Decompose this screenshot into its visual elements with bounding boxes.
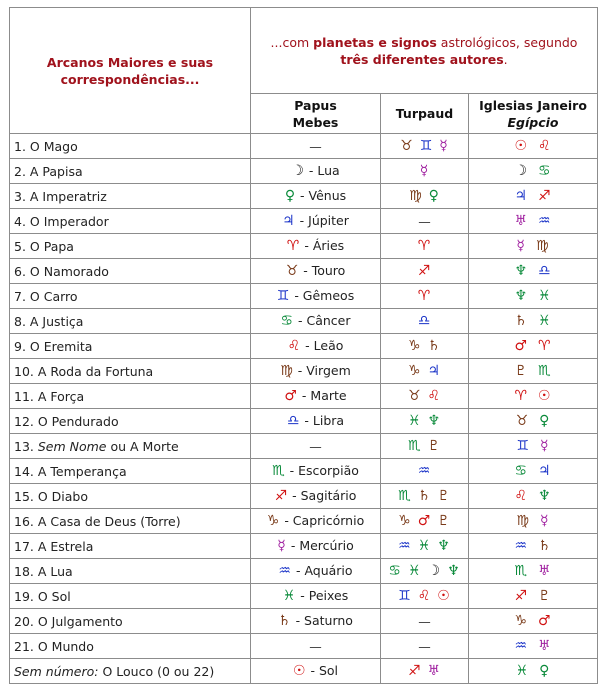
turpaud-cell: [381, 359, 469, 384]
left-title-line2: correspondências...: [60, 71, 200, 87]
astro-symbol-icon: ♌: [538, 138, 552, 154]
table-row: [10, 559, 598, 584]
arcano-name: 18. A Lua: [14, 563, 73, 579]
astro-symbol-icon: ♊: [276, 288, 291, 304]
table-row: [10, 434, 598, 459]
astro-symbol-icon: ♄: [427, 338, 442, 354]
arcano-cell: [10, 159, 251, 184]
astro-symbol-icon: ♇: [514, 363, 528, 379]
arcano-tail: ou A Morte: [106, 438, 179, 454]
arcano-cell: [10, 284, 251, 309]
papus-text: - Virgem: [293, 363, 351, 378]
turpaud-cell: [381, 534, 469, 559]
arcano-name: 9. O Eremita: [14, 338, 93, 354]
astro-symbol-icon: ♆: [447, 563, 461, 579]
astro-symbol-icon: ♎: [286, 413, 301, 429]
right-title-bold1: planetas e signos: [313, 34, 437, 50]
astro-symbol-icon: ♏: [538, 363, 552, 379]
arcano-cell: [10, 484, 251, 509]
arcano-italic: Sem Nome: [37, 438, 107, 454]
table-row: [10, 359, 598, 384]
turpaud-cell: [381, 234, 469, 259]
astro-symbol-icon: ♋: [538, 163, 552, 179]
astro-symbol-icon: ♒: [538, 213, 552, 229]
astro-symbol-icon: ♍: [409, 188, 423, 204]
arcano-cell: [10, 359, 251, 384]
arcano-cell: [10, 184, 251, 209]
papus-cell: [251, 659, 381, 684]
iglesias-cell: [469, 409, 598, 434]
papus-text: - Mercúrio: [286, 538, 354, 553]
papus-cell: [251, 334, 381, 359]
arcano-cell: [10, 234, 251, 259]
turpaud-cell: [381, 434, 469, 459]
astro-symbol-icon: ♅: [427, 663, 442, 679]
arcano-name: 10. A Roda da Fortuna: [14, 363, 154, 379]
astro-symbol-icon: ♌: [427, 388, 442, 404]
arcano-name: 7. O Carro: [14, 288, 78, 304]
iglesias-cell: [469, 359, 598, 384]
table-title-right: [251, 8, 598, 94]
iglesias-cell: [469, 634, 598, 659]
astro-symbol-icon: ♃: [538, 463, 552, 479]
astro-symbol-icon: ♏: [407, 438, 422, 454]
arcano-name: 16. A Casa de Deus (Torre): [14, 513, 181, 529]
column-header-turpaud: Turpaud: [381, 94, 469, 134]
astro-symbol-icon: ☿: [539, 438, 550, 454]
left-title-line1: Arcanos Maiores e suas: [46, 54, 214, 70]
astro-symbol-icon: ♎: [417, 313, 432, 329]
astro-symbol-icon: ♀: [539, 413, 551, 429]
papus-text: - Áries: [300, 238, 345, 253]
astro-symbol-icon: ♋: [280, 313, 295, 329]
papus-text: - Vênus: [296, 188, 347, 203]
astro-symbol-icon: ♍: [536, 238, 550, 254]
arcano-name: 4. O Imperador: [14, 213, 109, 229]
turpaud-cell: [381, 134, 469, 159]
papus-cell: [251, 284, 381, 309]
arcano-cell: [10, 334, 251, 359]
table-row: [10, 134, 598, 159]
arcano-name: 2. A Papisa: [14, 163, 83, 179]
astro-symbol-icon: ♃: [427, 363, 442, 379]
arcano-cell: [10, 434, 251, 459]
turpaud-cell: [381, 609, 469, 634]
iglesias-cell: [469, 184, 598, 209]
empty-dash: —: [418, 613, 431, 629]
papus-text: - Lua: [304, 163, 340, 178]
papus-text: —: [309, 638, 322, 654]
arcano-name: 3. A Imperatriz: [14, 188, 107, 204]
table-row: [10, 284, 598, 309]
right-title-mid: astrológicos, segundo: [436, 34, 578, 50]
papus-text: - Leão: [301, 338, 344, 353]
papus-text: —: [309, 138, 322, 154]
astro-symbol-icon: ♒: [278, 563, 292, 579]
astro-symbol-icon: ♃: [514, 188, 528, 204]
arcano-name: 12. O Pendurado: [14, 413, 119, 429]
astro-symbol-icon: ♀: [428, 188, 440, 204]
papus-cell: [251, 134, 381, 159]
astro-symbol-icon: ♆: [514, 263, 528, 279]
astro-symbol-icon: ♄: [278, 613, 292, 629]
astro-symbol-icon: ♄: [514, 313, 528, 329]
astro-symbol-icon: ♄: [538, 538, 552, 554]
astro-symbol-icon: ♓: [515, 663, 530, 679]
astro-symbol-icon: ♇: [437, 488, 451, 504]
papus-text: - Aquário: [291, 563, 353, 578]
turpaud-cell: [381, 509, 469, 534]
table-row: [10, 484, 598, 509]
astro-symbol-icon: ♓: [282, 588, 297, 604]
astro-symbol-icon: ♄: [417, 488, 432, 504]
arcano-cell: [10, 384, 251, 409]
astro-symbol-icon: ♓: [538, 288, 552, 304]
astro-symbol-icon: ♉: [515, 413, 530, 429]
astro-symbol-icon: ♅: [538, 638, 552, 654]
turpaud-cell: [381, 209, 469, 234]
astro-symbol-icon: ♒: [417, 463, 432, 479]
iglesias-line1: Iglesias Janeiro: [479, 97, 587, 113]
papus-cell: [251, 184, 381, 209]
turpaud-cell: [381, 309, 469, 334]
astro-symbol-icon: ♅: [538, 563, 552, 579]
papus-text: - Câncer: [294, 313, 351, 328]
turpaud-cell: [381, 384, 469, 409]
astro-symbol-icon: ♊: [398, 588, 412, 604]
astro-symbol-icon: ♅: [514, 213, 528, 229]
astro-symbol-icon: ♑: [407, 338, 422, 354]
iglesias-cell: [469, 484, 598, 509]
papus-text: - Saturno: [291, 613, 353, 628]
turpaud-cell: [381, 259, 469, 284]
papus-text: - Libra: [300, 413, 345, 428]
papus-text: - Touro: [299, 263, 346, 278]
table-row: [10, 184, 598, 209]
arcano-cell: [10, 409, 251, 434]
table-row: [10, 634, 598, 659]
astro-symbol-icon: ♊: [516, 438, 530, 454]
iglesias-cell: [469, 134, 598, 159]
table-row: [10, 159, 598, 184]
arcano-cell: [10, 309, 251, 334]
turpaud-cell: [381, 284, 469, 309]
papus-text: —: [309, 438, 322, 454]
papus-cell: [251, 559, 381, 584]
iglesias-line2: Egípcio: [507, 114, 559, 130]
astro-symbol-icon: ☿: [516, 238, 527, 254]
papus-cell: [251, 434, 381, 459]
turpaud-cell: [381, 659, 469, 684]
astro-symbol-icon: ♀: [284, 188, 297, 204]
iglesias-cell: [469, 259, 598, 284]
astro-symbol-icon: ♂: [514, 338, 528, 354]
papus-text: - Capricórnio: [280, 513, 365, 528]
arcano-cell: [10, 509, 251, 534]
column-header-iglesias: [469, 94, 598, 134]
astro-symbol-icon: ♂: [538, 613, 552, 629]
arcano-name: 14. A Temperança: [14, 463, 127, 479]
arcano-cell: [10, 584, 251, 609]
arcano-cell: [10, 459, 251, 484]
astro-symbol-icon: ♇: [538, 588, 552, 604]
astro-symbol-icon: ♍: [280, 363, 294, 379]
astro-symbol-icon: ♆: [538, 488, 552, 504]
turpaud-cell: [381, 184, 469, 209]
astro-symbol-icon: ☉: [292, 663, 307, 679]
table-row: [10, 209, 598, 234]
iglesias-cell: [469, 659, 598, 684]
papus-line1: Papus: [294, 97, 337, 113]
astro-symbol-icon: ♃: [282, 213, 296, 229]
arcano-cell: [10, 659, 251, 684]
astro-symbol-icon: ♒: [398, 538, 412, 554]
iglesias-cell: [469, 609, 598, 634]
papus-text: - Gêmeos: [290, 288, 355, 303]
astro-symbol-icon: ♍: [516, 513, 530, 529]
arcano-name: 5. O Papa: [14, 238, 74, 254]
table-row: [10, 234, 598, 259]
arcano-name: 19. O Sol: [14, 588, 71, 604]
papus-cell: [251, 534, 381, 559]
astro-symbol-icon: ♑: [407, 363, 422, 379]
astro-symbol-icon: ♉: [285, 263, 300, 279]
papus-text: - Sagitário: [288, 488, 357, 503]
astro-symbol-icon: ♐: [538, 188, 552, 204]
table-row: [10, 609, 598, 634]
astro-symbol-icon: ♉: [407, 388, 422, 404]
arcano-cell: [10, 134, 251, 159]
astro-symbol-icon: ♂: [284, 388, 298, 404]
astro-symbol-icon: ♆: [514, 288, 528, 304]
iglesias-cell: [469, 459, 598, 484]
table-row: [10, 584, 598, 609]
astro-symbol-icon: ♋: [514, 463, 528, 479]
astro-symbol-icon: ☿: [539, 513, 550, 529]
correspondence-table-wrapper: [9, 7, 598, 684]
arcano-name: 11. A Força: [14, 388, 85, 404]
astro-symbol-icon: ♊: [419, 138, 434, 154]
astro-symbol-icon: ☉: [538, 388, 552, 404]
table-row: [10, 259, 598, 284]
turpaud-cell: [381, 584, 469, 609]
arcano-name: 17. A Estrela: [14, 538, 94, 554]
papus-cell: [251, 359, 381, 384]
papus-text: - Marte: [297, 388, 347, 403]
arcano-cell: [10, 209, 251, 234]
astro-symbol-icon: ☽: [427, 563, 442, 579]
arcano-italic: Sem número:: [14, 663, 99, 679]
right-title-suffix: .: [503, 51, 508, 67]
table-row: [10, 334, 598, 359]
astro-symbol-icon: ♈: [417, 238, 432, 254]
iglesias-cell: [469, 509, 598, 534]
astro-symbol-icon: ♓: [538, 313, 552, 329]
astro-symbol-icon: ♈: [514, 388, 528, 404]
astro-symbol-icon: ♐: [274, 488, 289, 504]
arcano-name: 6. O Namorado: [14, 263, 109, 279]
astro-symbol-icon: ♑: [266, 513, 281, 529]
papus-cell: [251, 459, 381, 484]
papus-cell: [251, 609, 381, 634]
astro-symbol-icon: ♓: [407, 413, 422, 429]
iglesias-cell: [469, 209, 598, 234]
iglesias-cell: [469, 309, 598, 334]
astro-symbol-icon: ♓: [417, 538, 432, 554]
table-row: [10, 534, 598, 559]
arcano-name: 20. O Julgamento: [14, 613, 123, 629]
papus-text: - Júpiter: [295, 213, 349, 228]
papus-cell: [251, 159, 381, 184]
astro-symbol-icon: ☽: [291, 163, 305, 179]
arcano-name: O Louco (0 ou 22): [98, 663, 215, 679]
astro-symbol-icon: ♋: [388, 563, 402, 579]
papus-cell: [251, 309, 381, 334]
astro-symbol-icon: ♈: [417, 288, 432, 304]
astro-symbol-icon: ♂: [417, 513, 432, 529]
astro-symbol-icon: ♌: [287, 338, 302, 354]
iglesias-cell: [469, 384, 598, 409]
table-row: [10, 409, 598, 434]
astro-symbol-icon: ♀: [539, 663, 551, 679]
arcano-cell: [10, 534, 251, 559]
iglesias-cell: [469, 234, 598, 259]
iglesias-cell: [469, 584, 598, 609]
astro-symbol-icon: ♌: [514, 488, 528, 504]
astro-symbol-icon: ♓: [407, 563, 422, 579]
papus-cell: [251, 509, 381, 534]
iglesias-cell: [469, 534, 598, 559]
iglesias-cell: [469, 159, 598, 184]
arcana-correspondence-table: [9, 7, 598, 684]
papus-line2: Mebes: [292, 114, 339, 130]
table-row: [10, 659, 598, 684]
empty-dash: —: [418, 638, 431, 654]
astro-symbol-icon: ♐: [417, 263, 432, 279]
astro-symbol-icon: ♇: [427, 438, 442, 454]
astro-symbol-icon: ♉: [400, 138, 414, 154]
empty-dash: —: [418, 213, 431, 229]
astro-symbol-icon: ☿: [277, 538, 287, 554]
papus-cell: [251, 484, 381, 509]
papus-cell: [251, 234, 381, 259]
right-title-prefix: ...com: [270, 34, 314, 50]
astro-symbol-icon: ♒: [514, 638, 528, 654]
table-row: [10, 509, 598, 534]
table-row: [10, 309, 598, 334]
arcano-name: 8. A Justiça: [14, 313, 84, 329]
papus-text: - Escorpião: [285, 463, 359, 478]
papus-cell: [251, 409, 381, 434]
papus-cell: [251, 384, 381, 409]
astro-symbol-icon: ☽: [514, 163, 528, 179]
turpaud-cell: [381, 484, 469, 509]
arcano-cell: [10, 559, 251, 584]
papus-text: - Peixes: [296, 588, 349, 603]
astro-symbol-icon: ☿: [439, 138, 449, 154]
astro-symbol-icon: ♑: [398, 513, 412, 529]
papus-cell: [251, 209, 381, 234]
table-title-left: [10, 8, 251, 134]
astro-symbol-icon: ♏: [514, 563, 528, 579]
arcano-cell: [10, 609, 251, 634]
papus-cell: [251, 634, 381, 659]
table-row: [10, 384, 598, 409]
arcano-cell: [10, 634, 251, 659]
arcano-cell: [10, 259, 251, 284]
astro-symbol-icon: ♏: [272, 463, 286, 479]
astro-symbol-icon: ♑: [514, 613, 528, 629]
turpaud-cell: [381, 459, 469, 484]
papus-text: - Sol: [306, 663, 339, 678]
right-title-bold2: três diferentes autores: [340, 51, 504, 67]
astro-symbol-icon: ♐: [407, 663, 422, 679]
table-row: [10, 459, 598, 484]
astro-symbol-icon: ♏: [398, 488, 412, 504]
astro-symbol-icon: ☉: [514, 138, 528, 154]
iglesias-cell: [469, 559, 598, 584]
astro-symbol-icon: ♌: [417, 588, 432, 604]
turpaud-cell: [381, 334, 469, 359]
arcano-number: 13.: [14, 438, 38, 454]
arcano-name: 21. O Mundo: [14, 638, 94, 654]
astro-symbol-icon: ♆: [427, 413, 442, 429]
astro-symbol-icon: ♐: [514, 588, 528, 604]
astro-symbol-icon: ♇: [437, 513, 451, 529]
astro-symbol-icon: ♈: [286, 238, 301, 254]
turpaud-cell: [381, 409, 469, 434]
astro-symbol-icon: ♈: [538, 338, 552, 354]
turpaud-cell: [381, 559, 469, 584]
astro-symbol-icon: ☿: [419, 163, 430, 179]
arcano-name: 1. O Mago: [14, 138, 78, 154]
papus-cell: [251, 259, 381, 284]
astro-symbol-icon: ♎: [538, 263, 552, 279]
column-header-papus: [251, 94, 381, 134]
iglesias-cell: [469, 334, 598, 359]
astro-symbol-icon: ♒: [514, 538, 528, 554]
turpaud-cell: [381, 634, 469, 659]
astro-symbol-icon: ☉: [437, 588, 451, 604]
table-body: [10, 134, 598, 684]
turpaud-cell: [381, 159, 469, 184]
arcano-name: 15. O Diabo: [14, 488, 89, 504]
iglesias-cell: [469, 284, 598, 309]
iglesias-cell: [469, 434, 598, 459]
astro-symbol-icon: ♆: [437, 538, 451, 554]
papus-cell: [251, 584, 381, 609]
